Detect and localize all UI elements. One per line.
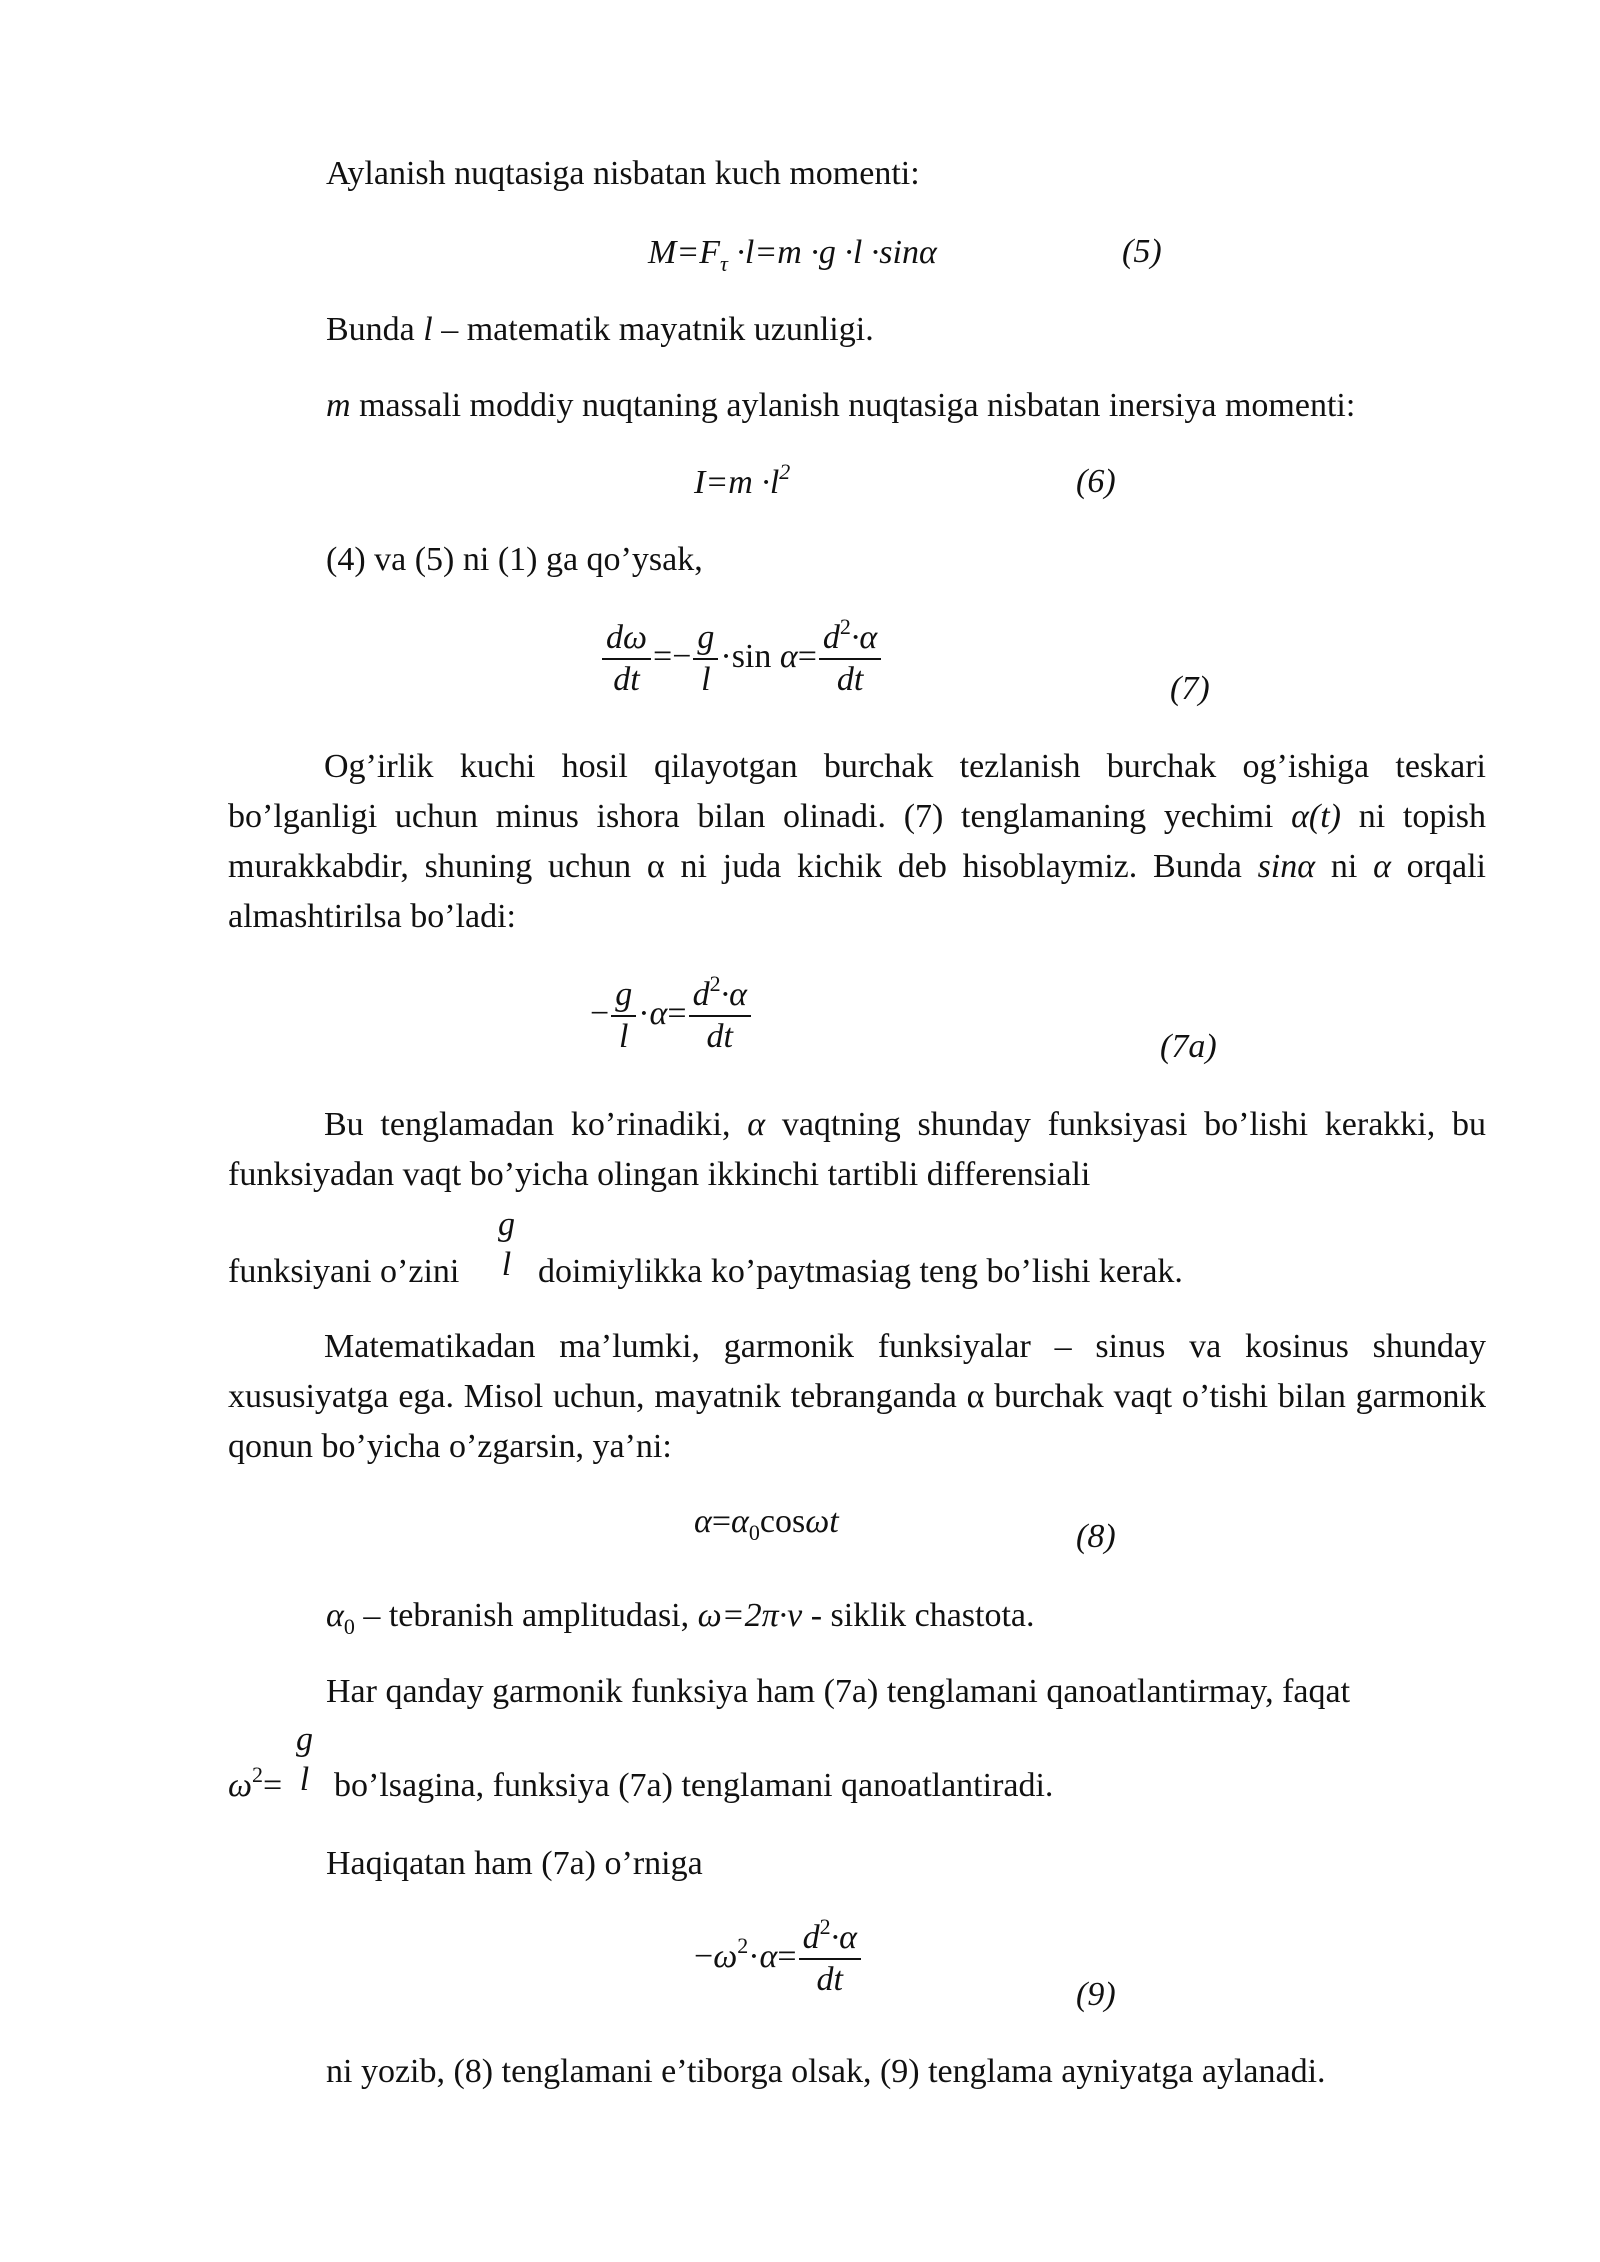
paragraph-length-definition: Bunda l – matematik mayatnik uzunligi.	[326, 311, 874, 348]
paragraph-identity: ni yozib, (8) tenglamani e’tiborga olsak, (9) tenglama ayniyatga aylanadi.	[326, 2053, 1326, 2090]
paragraph-amplitude: $\alpha_0$ – tebranish amplitudasi, ω=2π·ν - siklik chastota.	[326, 1597, 1035, 1639]
equation-7a-number: (7a)	[1160, 1028, 1217, 1065]
equation-9: $-\omega^2\cdot\alpha=$ $\frac{d^2\cdot\alpha}{dt}$	[694, 1918, 863, 2000]
paragraph-small-angle: Og’irlik kuchi hosil qilayotgan burchak tezlanish burchak og’ishiga teskari bo’lganligi uchun minus ishora bilan olinadi. (7) tenglamaning yechimi α(t) ni topish murakkabdir, shuning uchun α ni juda kichik deb hisoblaymiz. Bunda sinα ni α orqali almashtirilsa bo’ladi:	[228, 748, 1486, 935]
equation-5: $M=F_\tau \cdot l=m \cdot g \cdot l \cdot\sin\alpha$	[648, 234, 937, 276]
paragraph-harmonic-functions: Matematikadan ma’lumki, garmonik funksiyalar – sinus va kosinus shunday xususiyatga ega. Misol uchun, mayatnik tebranganda α burchak vaqt o’tishi bilan garmonik qonun bo’yicha o’zgarsin, ya’ni:	[228, 1328, 1486, 1465]
equation-8-number: (8)	[1076, 1518, 1116, 1555]
equation-7-number: (7)	[1170, 670, 1210, 707]
omega-squared-expression: $\omega^2=$	[228, 1762, 283, 1804]
paragraph-satisfy-condition-cont: bo’lsagina, funksiya (7a) tenglamani qanoatlantiradi.	[334, 1767, 1054, 1804]
paragraph-second-derivative-cont-a: funksiyani o’zini	[228, 1253, 460, 1290]
fraction-g-over-l-2: g l	[296, 1721, 313, 1798]
paragraph-substitution: (4) va (5) ni (1) ga qo’ysak,	[326, 541, 703, 578]
paragraph-substitute-7a: Haqiqatan ham (7a) o’rniga	[326, 1845, 703, 1882]
fraction-g-over-l: g l	[498, 1206, 515, 1283]
paragraph-satisfy-condition: Har qanday garmonik funksiya ham (7a) tenglamani qanoatlantirmay, faqat	[326, 1673, 1351, 1710]
equation-7a: − $\frac{g}{l}$ ·α= $\frac{d^2\cdot\alpha}{dt}$	[590, 975, 753, 1057]
equation-5-number: (5)	[1122, 233, 1162, 270]
paragraph-inertia-moment: m massali moddiy nuqtaning aylanish nuqtasiga nisbatan inersiya momenti:	[326, 387, 1356, 424]
paragraph-second-derivative: Bu tenglamadan ko’rinadiki, α vaqtning shunday funksiyasi bo’lishi kerakki, bu funksiyadan vaqt bo’yicha olingan ikkinchi tartibli differensiali	[228, 1106, 1486, 1193]
equation-6-number: (6)	[1076, 463, 1116, 500]
paragraph-second-derivative-cont-b: doimiylikka ko’paytmasiag teng bo’lishi kerak.	[538, 1253, 1183, 1290]
equation-8: $\alpha=\alpha_0\cos\omega t$	[694, 1503, 839, 1545]
equation-7: $\frac{d\omega}{dt}$ =− $\frac{g}{l}$ ·sin α= $\frac{d^2\cdot\alpha}{dt}$	[600, 618, 883, 700]
equation-6: $I=m \cdot l^2$	[694, 459, 791, 501]
paragraph-moment-intro: Aylanish nuqtasiga nisbatan kuch momenti:	[326, 155, 920, 192]
equation-9-number: (9)	[1076, 1976, 1116, 2013]
